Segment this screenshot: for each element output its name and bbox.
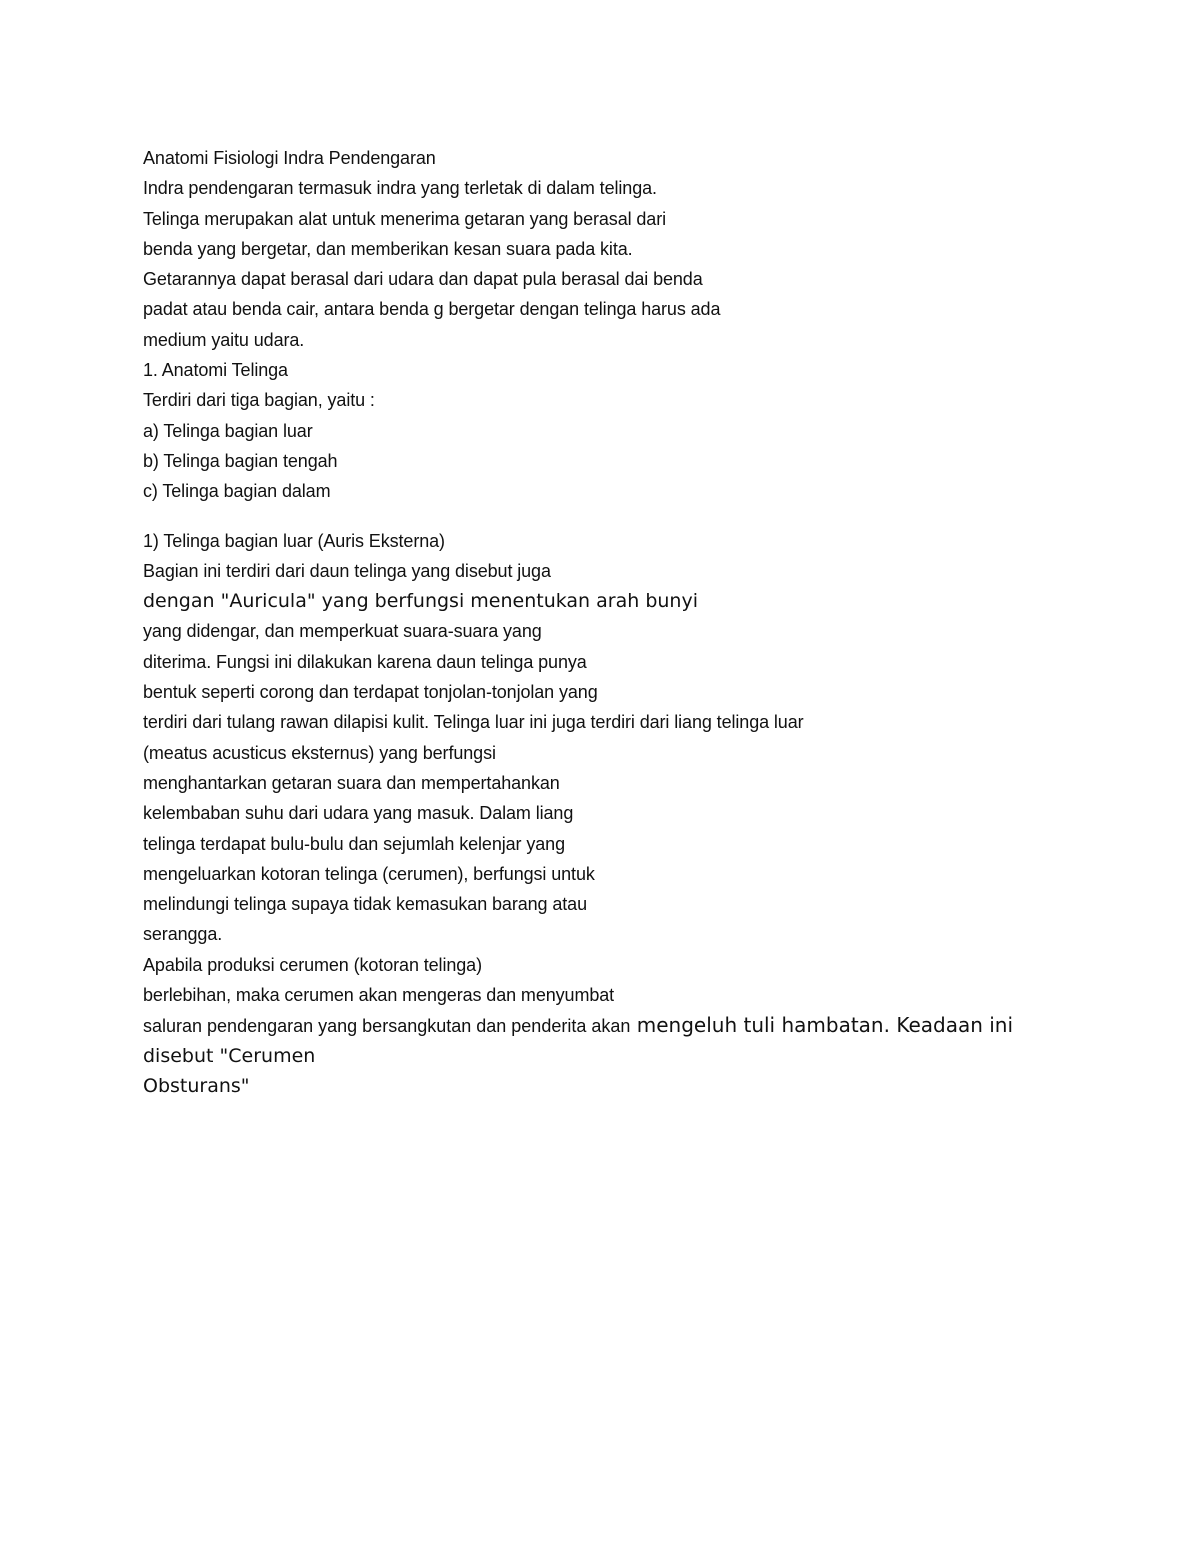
list-item: c) Telinga bagian dalam — [143, 481, 331, 502]
paragraph-line: Telinga merupakan alat untuk menerima getaran yang berasal dari — [143, 208, 667, 229]
paragraph-line: diterima. Fungsi ini dilakukan karena daun telinga punya — [143, 651, 587, 672]
paragraph-line: disebut "Cerumen — [143, 1045, 316, 1068]
paragraph-line: berlebihan, maka cerumen akan mengeras dan menyumbat — [143, 985, 615, 1006]
paragraph-line: Bagian ini terdiri dari daun telinga yang disebut juga — [143, 560, 551, 581]
subsection-heading: 1) Telinga bagian luar (Auris Eksterna) — [143, 530, 445, 551]
paragraph-line: Getarannya dapat berasal dari udara dan dapat pula berasal dai benda — [143, 269, 703, 290]
list-item: b) Telinga bagian tengah — [143, 450, 338, 471]
text-run: saluran pendengaran yang bersangkutan dan penderita akan — [143, 1016, 631, 1037]
paragraph-line: mengeluarkan kotoran telinga (cerumen), berfungsi untuk — [143, 863, 595, 884]
paragraph-line: bentuk seperti corong dan terdapat tonjolan-tonjolan yang — [143, 682, 598, 703]
paragraph-line: padat atau benda cair, antara benda g bergetar dengan telinga harus ada — [143, 299, 721, 320]
paragraph-line: serangga. — [143, 924, 223, 945]
paragraph-line: yang didengar, dan memperkuat suara-suara yang — [143, 621, 542, 642]
paragraph-line: Obsturans" — [143, 1075, 250, 1098]
paragraph-line: melindungi telinga supaya tidak kemasukan barang atau — [143, 894, 587, 915]
paragraph-spacer — [143, 507, 1103, 526]
section-intro: Terdiri dari tiga bagian, yaitu : — [143, 390, 375, 411]
document-body — [143, 143, 1103, 1101]
paragraph-line: benda yang bergetar, dan memberikan kesan suara pada kita. — [143, 238, 633, 259]
paragraph-line: Apabila produksi cerumen (kotoran telinga) — [143, 954, 482, 975]
paragraph-line: (meatus acusticus eksternus) yang berfungsi — [143, 742, 496, 763]
paragraph-line: telinga terdapat bulu-bulu dan sejumlah kelenjar yang — [143, 833, 565, 854]
text-run: mengeluh tuli hambatan. Keadaan ini — [630, 1013, 1014, 1038]
paragraph-line: Indra pendengaran termasuk indra yang terletak di dalam telinga. — [143, 178, 657, 199]
section-heading: 1. Anatomi Telinga — [143, 360, 288, 381]
paragraph-line: menghantarkan getaran suara dan mempertahankan — [143, 772, 560, 793]
paragraph-line: terdiri dari tulang rawan dilapisi kulit. Telinga luar ini juga terdiri dari liang telinga luar — [143, 712, 804, 733]
document-title: Anatomi Fisiologi Indra Pendengaran — [143, 148, 436, 168]
paragraph-line: medium yaitu udara. — [143, 329, 305, 350]
list-item: a) Telinga bagian luar — [143, 420, 313, 441]
paragraph-line: kelembaban suhu dari udara yang masuk. Dalam liang — [143, 803, 574, 824]
paragraph-line: dengan "Auricula" yang berfungsi menentukan arah bunyi — [143, 590, 698, 613]
paragraph-line — [143, 1010, 1103, 1041]
